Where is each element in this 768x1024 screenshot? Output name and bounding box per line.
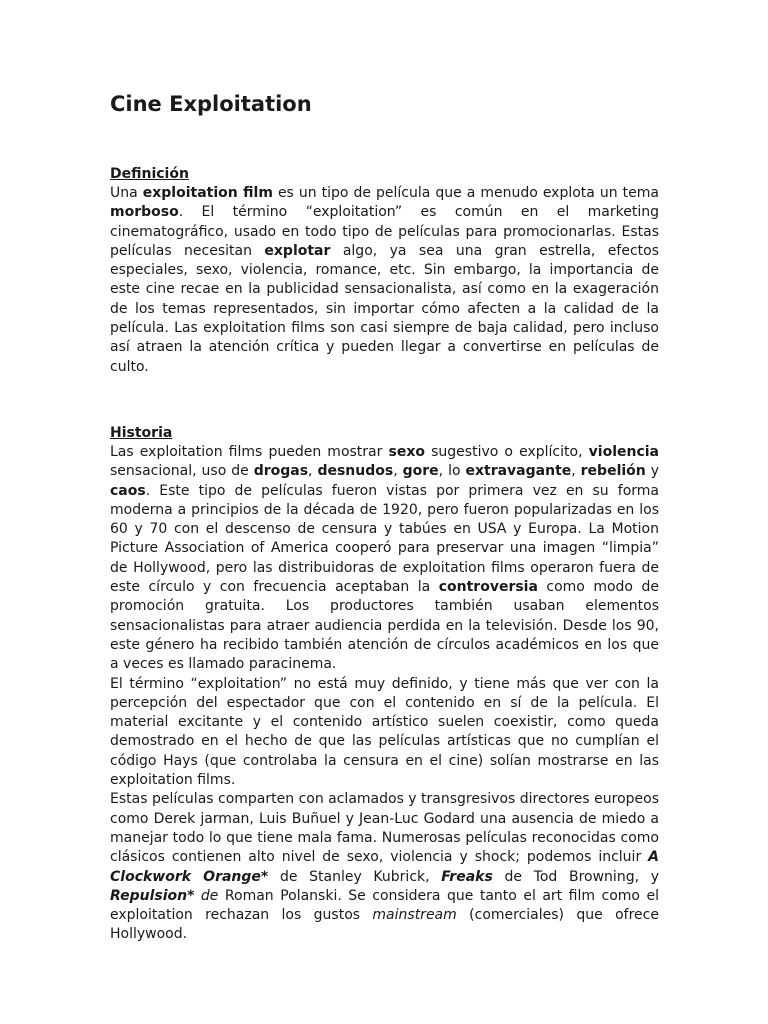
emphasis-text: Repulsion* xyxy=(110,887,195,904)
text-run: , lo xyxy=(438,463,466,480)
text-run: El término “exploitation” no está muy definido, y tiene más que ver con la percepción del espectador que con el contenido en sí de la película. El material excitante y el contenido artístico suelen coexistir, como queda demostrado en el hecho de que las películas artísticas que no cumplían el código Hays (que controlaba la censura en el cine) solían mostrarse en las exploitation films. xyxy=(110,675,659,789)
text-run: , xyxy=(571,463,581,480)
bold-text: morboso xyxy=(110,204,179,221)
text-run: Estas películas comparten con aclamados y transgresivos directores europeos como Derek jarman, Luis Buñuel y Jean-Luc Godard una ausencia de miedo a manejar todo lo que tiene mala fama. Numerosas películas reconocidas como clásicos contienen alto nivel de sexo, violencia y shock; podemos incluir xyxy=(110,791,660,866)
bold-text: gore xyxy=(402,463,439,480)
bold-text: exploitation film xyxy=(142,185,273,201)
bold-text: drogas xyxy=(253,463,309,480)
text-run: algo, ya sea una gran estrella, efectos especiales, sexo, violencia, romance, etc. Sin embargo, la importancia de este cine recae en la publicidad sensacionalista, así como en la exageración de los temas representados, sin importar cómo afecten a la calidad de la película. Las exploitation films son casi siempre de baja calidad, pero incluso así atraen la atención crítica y pueden llegar a convertirse en películas de culto. xyxy=(110,242,659,375)
text-run: es un tipo de película que a menudo explota un tema xyxy=(272,185,659,201)
document-title: Cine Exploitation xyxy=(110,92,312,116)
italic-text: de xyxy=(194,887,219,904)
text-run: de Stanley Kubrick, xyxy=(268,868,442,885)
text-run: Una xyxy=(110,185,143,201)
bold-text: rebelión xyxy=(580,463,646,480)
text-run: , xyxy=(393,463,403,480)
bold-text: explotar xyxy=(264,242,331,259)
emphasis-text: Freaks xyxy=(441,868,493,885)
bold-text: violencia xyxy=(588,443,660,460)
text-run: Roman Polanski. Se considera que tanto el art film como el exploitation rechazan los gustos xyxy=(110,887,660,924)
text-run: como modo de promoción gratuita. Los productores también usaban elementos sensacionalistas para atraer audiencia perdida en la televisión. Desde los 90, este género ha recibido también atención de círculos académicos en los que a veces es llamado paracinema. xyxy=(110,579,659,673)
bold-text: desnudos xyxy=(317,463,394,480)
text-run: sugestivo o explícito, xyxy=(425,443,589,460)
bold-text: caos xyxy=(110,482,146,499)
bold-text: sexo xyxy=(388,443,425,460)
italic-text: mainstream xyxy=(372,907,457,924)
section-heading-historia: Historia xyxy=(110,424,173,441)
text-run: de Tod Browning, y xyxy=(492,868,660,885)
text-run: (comerciales) que ofrece Hollywood. xyxy=(110,907,659,943)
paragraph-definicion xyxy=(110,184,659,377)
text-run: y xyxy=(645,463,659,480)
text-run: sensacional, uso de xyxy=(110,463,254,480)
section-heading-definicion: Definición xyxy=(110,166,189,182)
paragraph-historia-2 xyxy=(110,675,659,791)
paragraph-historia-3 xyxy=(110,790,659,944)
bold-text: controversia xyxy=(438,579,538,596)
text-run: . Este tipo de películas fueron vistas por primera vez en su forma moderna a principios de la década de 1920, pero fueron popularizadas en los 60 y 70 con el descenso de censura y tabúes en USA y Europa. La Motion Picture Association of America cooperó para preservar una imagen “limpia” de Hollywood, pero las distribuidoras de exploitation films operaron fuera de este círculo y con frecuencia aceptaban la xyxy=(110,482,659,596)
bold-text: extravagante xyxy=(465,463,572,480)
text-run: , xyxy=(308,463,318,480)
paragraph-historia-1 xyxy=(110,443,659,675)
text-run: Las exploitation films pueden mostrar xyxy=(110,443,389,460)
text-run: . El término “exploitation” es común en el marketing cinematográfico, usado en todo tipo de películas para promocionarlas. Estas películas necesitan xyxy=(110,204,659,259)
emphasis-text: A Clockwork Orange* xyxy=(110,849,659,885)
